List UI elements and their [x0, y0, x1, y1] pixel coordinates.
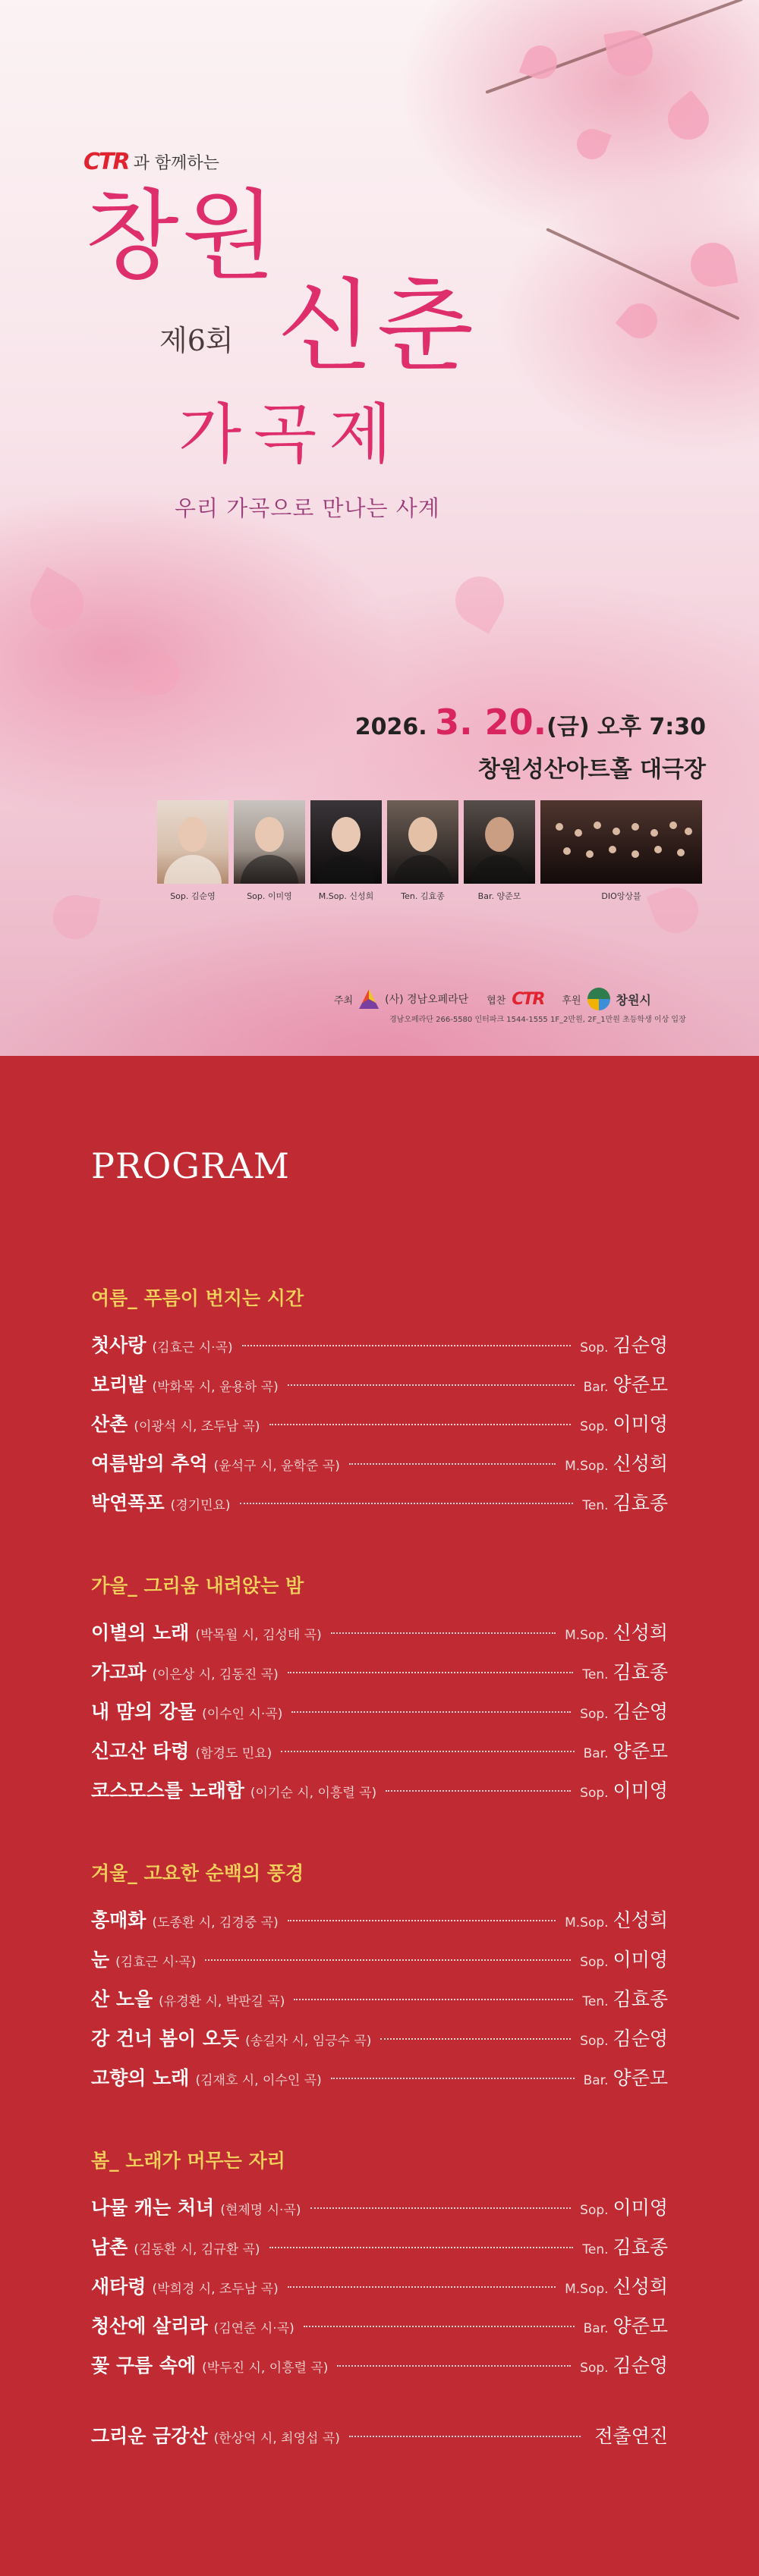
leader-dots	[240, 1503, 574, 1504]
performer-caption: Ten. 김효종	[401, 891, 445, 901]
host-label: 주최	[334, 994, 354, 1007]
title-line1: 창원	[85, 180, 279, 293]
program-row	[91, 1370, 668, 1409]
program-row	[91, 1657, 668, 1697]
leader-dots	[331, 2078, 575, 2079]
program-row	[91, 2193, 668, 2232]
singer-name: 이미영	[613, 1413, 668, 1435]
singer-name: 양준모	[613, 1374, 668, 1396]
singer-name: 이미영	[613, 1949, 668, 1971]
song-title: 보리밭	[91, 1374, 146, 1396]
season-section	[91, 1283, 668, 1528]
singer-name: 김효종	[613, 1988, 668, 2010]
leader-dots	[349, 1463, 556, 1465]
singer-name: 양준모	[613, 2315, 668, 2337]
date-line	[355, 702, 706, 743]
program-row	[91, 2311, 668, 2351]
song-credit: (함경도 민요)	[195, 1746, 272, 1761]
song-title: 내 맘의 강물	[91, 1701, 197, 1723]
support-name: 창원시	[616, 992, 651, 1007]
voice-part: M.Sop.	[565, 1459, 609, 1474]
title-line2: 신춘	[277, 269, 477, 385]
song-credit: (박화목 시, 윤용하 곡)	[152, 1380, 279, 1395]
performer-caption: Bar. 양준모	[477, 891, 521, 901]
voice-part: Ten.	[582, 1498, 609, 1513]
singer-name: 양준모	[613, 2067, 668, 2089]
voice-part: Bar.	[583, 2321, 609, 2336]
contact-info: 경남오페라단 266-5580 인터파크 1544-1555 1F_2만원, 2F_1만원 초등학생 이상 입장	[389, 1016, 686, 1024]
coop-ctr-logo: CTR	[512, 989, 544, 1009]
voice-part: Sop.	[580, 1955, 609, 1970]
performer-card	[540, 800, 702, 902]
program-row	[91, 2232, 668, 2272]
edition-label: 제6회	[159, 324, 234, 357]
song-title: 산 노을	[91, 1988, 153, 2010]
voice-part: Sop.	[580, 1340, 609, 1356]
blossom-petal	[134, 649, 183, 699]
song-title: 눈	[91, 1949, 110, 1971]
leader-dots	[349, 2436, 581, 2437]
season-title: 가을_ 그리움 내려앉는 밤	[91, 1575, 304, 1597]
song-credit: (김효근 시·곡)	[152, 1340, 233, 1356]
performer-photo	[464, 800, 535, 884]
leader-dots	[337, 2365, 571, 2367]
singer-name: 김순영	[613, 1701, 668, 1723]
leader-dots	[294, 1999, 573, 2000]
tagline: 우리 가곡으로 만나는 사계	[175, 495, 440, 521]
song-title: 코스모스를 노래함	[91, 1780, 244, 1802]
program-row	[91, 2421, 668, 2461]
song-credit: (김동환 시, 김규환 곡)	[134, 2242, 260, 2257]
performer-caption: Sop. 이미영	[247, 891, 292, 901]
performer-card	[234, 800, 305, 902]
singer-name: 전출연진	[594, 2425, 668, 2447]
voice-part: Sop.	[580, 2034, 609, 2049]
singer-name: 이미영	[613, 1780, 668, 1802]
song-credit: (윤석구 시, 윤학준 곡)	[213, 1459, 340, 1474]
leader-dots	[205, 1959, 571, 1961]
date-year: 2026.	[354, 714, 427, 740]
singer-name: 이미영	[613, 2197, 668, 2219]
song-credit: (송길자 시, 임긍수 곡)	[245, 2034, 372, 2049]
song-title: 산촌	[91, 1413, 128, 1435]
leader-dots	[331, 1632, 556, 1634]
singer-name: 김순영	[613, 2355, 668, 2377]
singer-name: 김효종	[613, 1661, 668, 1683]
voice-part: Ten.	[582, 1667, 609, 1682]
performer-photo	[387, 800, 458, 884]
program-section	[0, 1056, 759, 2576]
performer-card	[157, 800, 228, 902]
song-title: 첫사랑	[91, 1334, 146, 1356]
song-title: 박연폭포	[91, 1492, 165, 1514]
ensemble-photo	[540, 800, 702, 884]
song-title: 나물 캐는 처녀	[91, 2197, 215, 2219]
program-row	[91, 1618, 668, 1657]
singer-name: 신성희	[613, 1909, 668, 1931]
song-title: 남촌	[91, 2236, 128, 2258]
leader-dots	[291, 1711, 571, 1713]
song-title: 이별의 노래	[91, 1622, 190, 1644]
singer-name: 양준모	[613, 1740, 668, 1762]
program-row	[91, 2351, 668, 2390]
program-row	[91, 1449, 668, 1488]
song-title: 신고산 타령	[91, 1740, 190, 1762]
song-credit: (현제명 시·곡)	[220, 2203, 301, 2218]
program-row	[91, 1945, 668, 1984]
season-title: 봄_ 노래가 머무는 자리	[91, 2150, 285, 2172]
date-day: 3. 20.	[435, 702, 547, 743]
voice-part: Ten.	[582, 2242, 609, 2257]
performer-caption: DIO앙상블	[601, 891, 641, 901]
date-rest: (금) 오후 7:30	[546, 714, 706, 740]
voice-part: M.Sop.	[565, 1628, 609, 1643]
season-section	[91, 1571, 668, 1815]
season-title: 여름_ 푸름이 번지는 시간	[91, 1287, 304, 1309]
singer-name: 김순영	[613, 2028, 668, 2050]
blossom-petal	[20, 567, 93, 639]
song-title: 그리운 금강산	[91, 2425, 208, 2447]
song-credit: (이광석 시, 조두남 곡)	[134, 1419, 260, 1434]
performer-photo	[157, 800, 228, 884]
credits	[334, 988, 651, 1010]
blossom-petal	[687, 239, 738, 290]
finale-section	[91, 2421, 668, 2461]
voice-part: Ten.	[582, 1994, 609, 2009]
blossom-petal	[616, 297, 665, 346]
leader-dots	[288, 1672, 574, 1673]
performer-caption: M.Sop. 신성희	[318, 891, 374, 901]
season-section	[91, 1858, 668, 2103]
song-credit: (박두진 시, 이흥렬 곡)	[202, 2361, 329, 2376]
voice-part: M.Sop.	[565, 2282, 609, 2297]
program-row	[91, 1905, 668, 1945]
support-label: 후원	[562, 994, 581, 1007]
singer-name: 김효종	[613, 1492, 668, 1514]
singer-name: 신성희	[613, 1622, 668, 1644]
voice-part: Bar.	[583, 1380, 609, 1395]
performer-card	[387, 800, 458, 902]
song-credit: (박희경 시, 조두남 곡)	[152, 2282, 279, 2297]
leader-dots	[288, 1384, 575, 1386]
blossom-petal	[660, 90, 717, 148]
song-title: 강 건너 봄이 오듯	[91, 2028, 240, 2050]
leader-dots	[288, 1920, 556, 1921]
song-credit: (유경환 시, 박판길 곡)	[159, 1994, 285, 2009]
program-row	[91, 2272, 668, 2311]
singer-name: 김순영	[613, 1334, 668, 1356]
season-title: 겨울_ 고요한 순백의 풍경	[91, 1862, 304, 1884]
song-credit: (이기순 시, 이흥렬 곡)	[250, 1786, 377, 1801]
singer-name: 김효종	[613, 2236, 668, 2258]
program-row	[91, 1409, 668, 1449]
leader-dots	[242, 1345, 572, 1346]
leader-dots	[380, 2038, 571, 2040]
song-title: 고향의 노래	[91, 2067, 190, 2089]
singer-name: 신성희	[613, 2276, 668, 2298]
voice-part: Bar.	[583, 1746, 609, 1761]
song-credit: (박목월 시, 김성태 곡)	[195, 1628, 322, 1643]
song-credit: (도종환 시, 김경중 곡)	[152, 1915, 279, 1930]
program-row	[91, 1736, 668, 1776]
sponsor-suffix: 과 함께하는	[133, 154, 219, 173]
voice-part: Sop.	[580, 1707, 609, 1722]
program-row	[91, 1776, 668, 1815]
voice-part: Sop.	[580, 2361, 609, 2376]
program-row	[91, 1697, 668, 1736]
song-credit: (이수인 시·곡)	[202, 1707, 283, 1722]
song-credit: (김연준 시·곡)	[213, 2321, 294, 2336]
leader-dots	[269, 2247, 574, 2248]
voice-part: Bar.	[583, 2073, 609, 2088]
leader-dots	[304, 2326, 575, 2327]
song-credit: (한상억 시, 최영섭 곡)	[213, 2431, 340, 2446]
host-name: (사) 경남오페라단	[385, 994, 469, 1006]
program-row	[91, 2063, 668, 2103]
song-credit: (김효근 시·곡)	[115, 1955, 197, 1970]
voice-part: Sop.	[580, 1419, 609, 1434]
song-title: 홍매화	[91, 1909, 146, 1931]
leader-dots	[281, 1751, 574, 1752]
title-line3: 가곡제	[178, 397, 405, 473]
changwon-logo-icon	[587, 988, 610, 1010]
venue: 창원성산아트홀 대극장	[477, 756, 706, 783]
program-row	[91, 1984, 668, 2024]
performer-photo	[234, 800, 305, 884]
leader-dots	[310, 2207, 572, 2209]
program-row	[91, 1488, 668, 1528]
song-title: 여름밤의 추억	[91, 1453, 208, 1475]
song-credit: (경기민요)	[170, 1498, 231, 1513]
performer-photos	[157, 800, 702, 902]
blossom-petal	[49, 891, 100, 942]
performer-photo	[310, 800, 382, 884]
ctr-logo: CTR	[83, 149, 129, 175]
program-row	[91, 2024, 668, 2063]
blossom-petal	[572, 124, 611, 163]
blossom-petal	[446, 567, 512, 633]
voice-part: Sop.	[580, 2203, 609, 2218]
song-title: 가고파	[91, 1661, 146, 1683]
date-venue	[355, 702, 706, 784]
voice-part: M.Sop.	[565, 1915, 609, 1930]
gyeongnam-opera-logo-icon	[359, 989, 379, 1009]
performer-caption: Sop. 김순영	[170, 891, 216, 901]
season-section	[91, 2146, 668, 2390]
concert-poster	[0, 0, 759, 1056]
performer-card	[464, 800, 535, 902]
voice-part: Sop.	[580, 1786, 609, 1801]
song-title: 꽃 구름 속에	[91, 2355, 197, 2377]
program-row	[91, 1330, 668, 1370]
coop-label: 협찬	[487, 994, 506, 1007]
leader-dots	[386, 1790, 571, 1792]
song-credit: (이은상 시, 김동진 곡)	[152, 1667, 279, 1682]
leader-dots	[269, 1424, 572, 1425]
song-title: 새타령	[91, 2276, 146, 2298]
performer-card	[310, 800, 382, 902]
song-credit: (김재호 시, 이수인 곡)	[195, 2073, 322, 2088]
leader-dots	[288, 2286, 556, 2288]
singer-name: 신성희	[613, 1453, 668, 1475]
sponsor-line	[83, 149, 219, 175]
program-title: PROGRAM	[91, 1145, 290, 1186]
song-title: 청산에 살리라	[91, 2315, 208, 2337]
